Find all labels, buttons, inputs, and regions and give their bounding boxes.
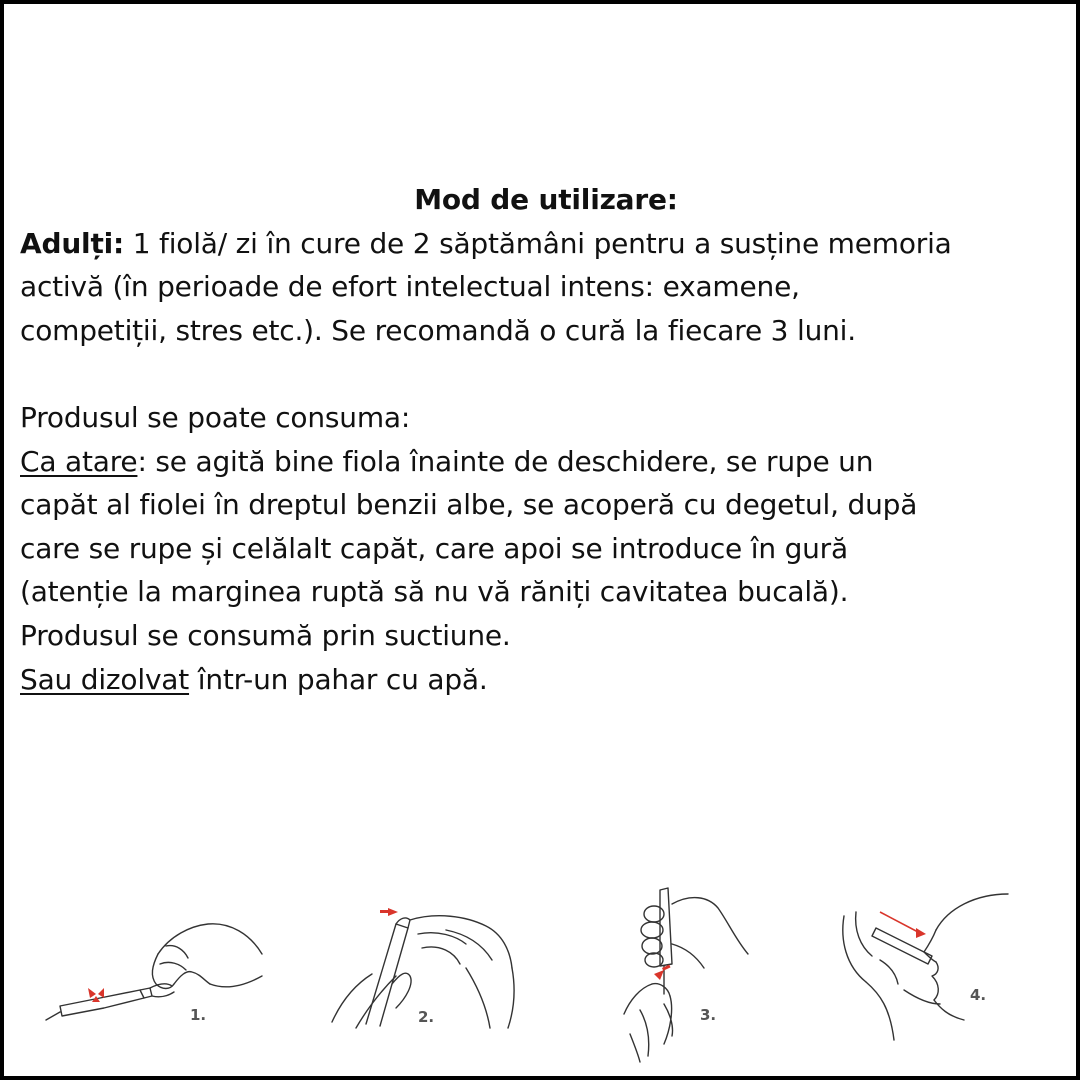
- step-4: [836, 890, 1016, 1050]
- usage-instructions: [20, 178, 1080, 701]
- as-is-label: Ca atare: [20, 444, 138, 478]
- drink-from-vial-icon: [836, 890, 1016, 1050]
- step-2-number: 2.: [418, 1008, 435, 1026]
- adults-label: Adulți:: [20, 226, 125, 260]
- adults-line-1: [20, 222, 1080, 266]
- as-is-line-5: Produsul se consumă prin suctiune.: [20, 618, 511, 652]
- step-1-number: 1.: [190, 1006, 207, 1024]
- as-is-line-2: capăt al fiolei în dreptul benzii albe, se acoperă cu degetul, după: [20, 488, 918, 522]
- break-vial-tip-icon: [40, 914, 270, 1034]
- dissolved-text: într-un pahar cu apă.: [189, 662, 488, 696]
- adults-line-3: competiții, stres etc.). Se recomandă o cură la fiecare 3 luni.: [20, 313, 856, 347]
- as-is-line-3: care se rupe și celălalt capăt, care apoi se introduce în gură: [20, 531, 848, 565]
- dissolved-line: [20, 658, 1080, 702]
- as-is-line-4: (atenție la marginea ruptă să nu vă răniți cavitatea bucală).: [20, 575, 849, 609]
- step-2: [326, 904, 526, 1034]
- usage-steps: [4, 874, 1080, 1074]
- break-other-end-icon: [610, 884, 760, 1064]
- step-1: [40, 914, 270, 1034]
- adults-line-2: activă (în perioade de efort intelectual intens: examene,: [20, 270, 800, 304]
- step-4-number: 4.: [970, 986, 987, 1004]
- dissolved-label: Sau dizolvat: [20, 662, 190, 696]
- as-is-text-1: : se agită bine fiola înainte de deschidere, se rupe un: [137, 444, 874, 478]
- step-3: [610, 884, 760, 1064]
- page-title: Mod de utilizare:: [414, 183, 678, 216]
- as-is-line-1: [20, 440, 1080, 484]
- adults-text-1: 1 fiolă/ zi în cure de 2 săptămâni pentru a susține memoria: [124, 226, 952, 260]
- paragraph-spacer: [20, 352, 1080, 396]
- consume-intro: Produsul se poate consuma:: [20, 400, 411, 434]
- step-3-number: 3.: [700, 1006, 717, 1024]
